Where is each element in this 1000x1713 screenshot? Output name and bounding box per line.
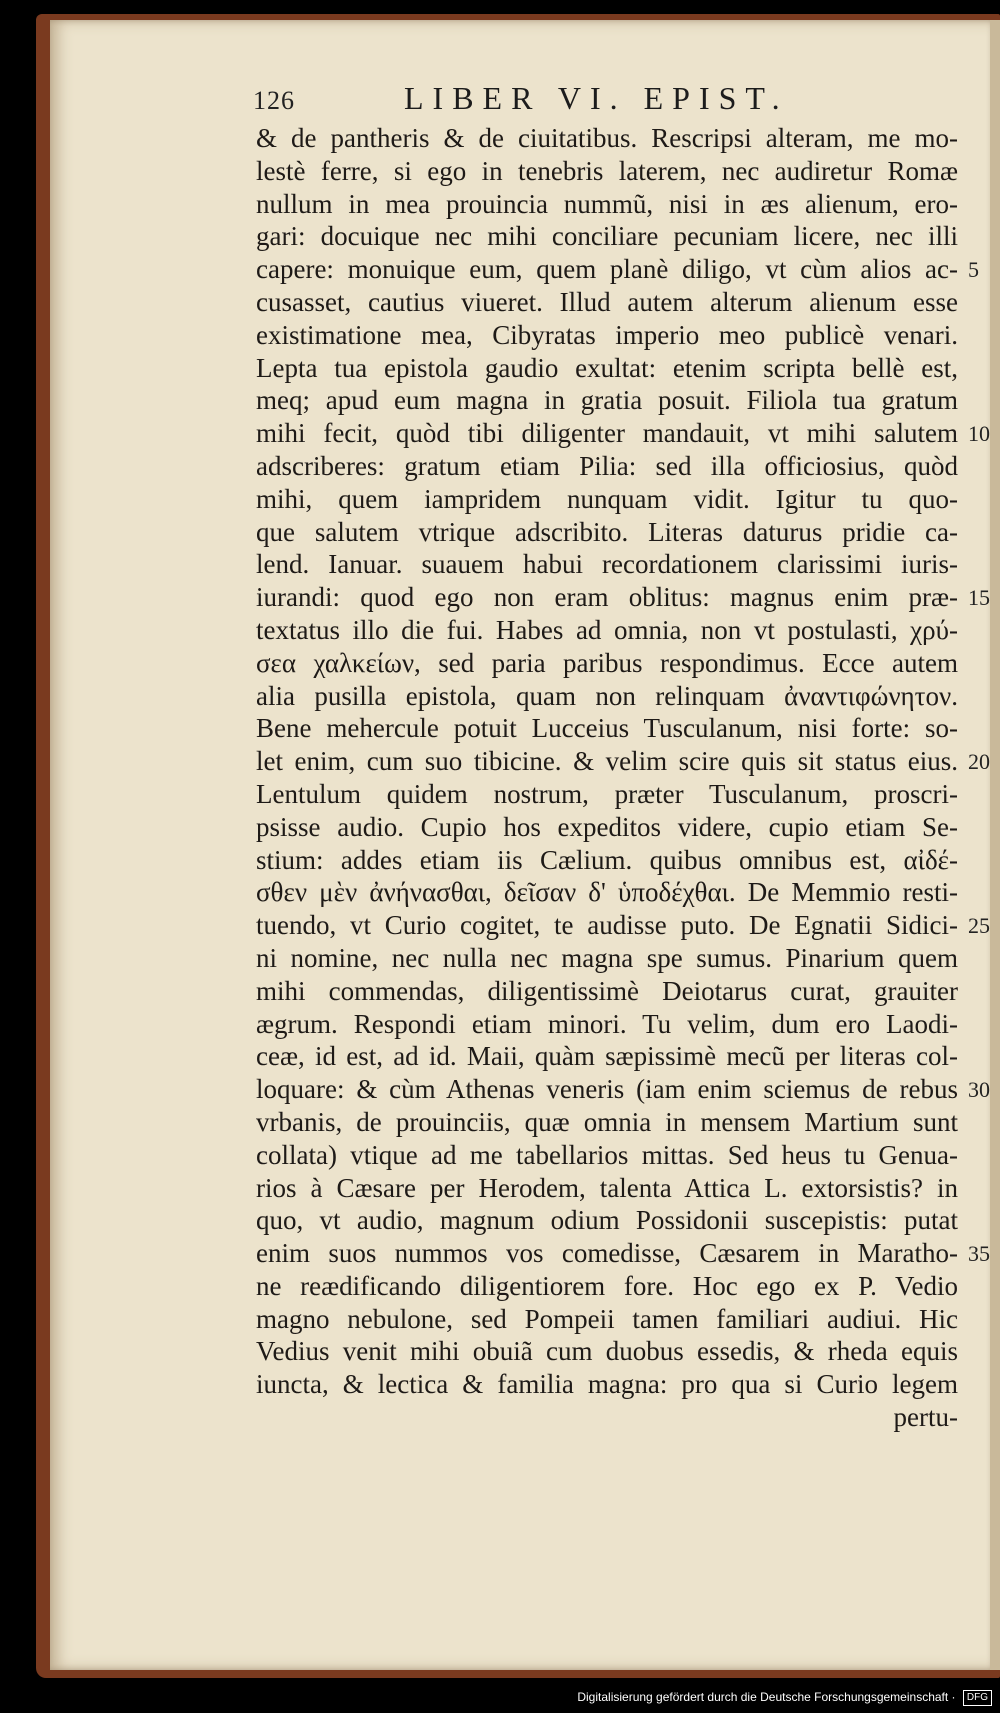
text-line: enim suos nummos vos comedisse, Cæsarem in Maratho- xyxy=(256,1238,958,1269)
text-line: ne reædificando diligentiorem fore. Hoc ego ex P. Vedio xyxy=(256,1270,958,1301)
text-line: σθεν μὲν ἀνήνασθαι, δεῖσαν δ' ὑποδέχθαι. De Memmio resti- xyxy=(256,877,958,908)
text-line: tuendo, vt Curio cogitet, te audisse puto. De Egnatii Sidici- xyxy=(256,910,958,941)
text-line: nullum in mea prouincia nummũ, nisi in æs alienum, ero- xyxy=(256,188,958,219)
text-line: existimatione mea, Cibyratas imperio meo publicè venari. xyxy=(256,319,958,350)
text-line: textatus illo die fui. Habes ad omnia, non vt postulasti, χρύ- xyxy=(256,614,958,645)
text-line: adscriberes: gratum etiam Pilia: sed illa officiosius, quòd xyxy=(256,450,958,481)
text-line: Bene mehercule potuit Lucceius Tusculanum, nisi forte: so- xyxy=(256,713,958,744)
text-line: ni nomine, nec nulla nec magna spe sumus. Pinarium quem xyxy=(256,942,958,973)
running-head-title: LIBER VI. EPIST. xyxy=(404,80,789,116)
margin-line-number: 35 xyxy=(968,1241,990,1267)
body-text xyxy=(256,122,958,1434)
text-line: Lepta tua epistola gaudio exultat: etenim scripta bellè est, xyxy=(256,352,958,383)
text-line: cusasset, cautius viueret. Illud autem alterum alienum esse xyxy=(256,286,958,317)
text-line: loquare: & cùm Athenas veneris (iam enim sciemus de rebus xyxy=(256,1074,958,1105)
text-line: magno nebulone, sed Pompeii tamen familiari audiui. Hic xyxy=(256,1303,958,1334)
text-line: lestè ferre, si ego in tenebris laterem, nec audiretur Romæ xyxy=(256,155,958,186)
text-line: stium: addes etiam iis Cælium. quibus omnibus est, αἰδέ- xyxy=(256,844,958,875)
text-line: psisse audio. Cupio hos expeditos videre, cupio etiam Se- xyxy=(256,811,958,842)
text-line: meq; apud eum magna in gratia posuit. Filiola tua gratum xyxy=(256,385,958,416)
page-number: 126 xyxy=(253,86,295,115)
text-line: pertu- xyxy=(893,1402,958,1433)
text-line: vrbanis, de prouinciis, quæ omnia in mensem Martium sunt xyxy=(256,1106,958,1137)
text-line: collata) vtique ad me tabellarios mittas. Sed heus tu Genua- xyxy=(256,1139,958,1170)
margin-line-number: 20 xyxy=(968,749,990,775)
margin-line-number: 30 xyxy=(968,1077,990,1103)
text-line: ceæ, id est, ad id. Maii, quàm sæpissimè mecũ per literas col- xyxy=(256,1041,958,1072)
text-line: iuncta, & lectica & familia magna: pro qua si Curio legem xyxy=(256,1369,958,1400)
text-line: mihi commendas, diligentissimè Deiotarus curat, grauiter xyxy=(256,975,958,1006)
text-line: capere: monuique eum, quem planè diligo, vt cùm alios ac- xyxy=(256,254,958,285)
text-line: ægrum. Respondi etiam minori. Tu velim, dum ero Laodi- xyxy=(256,1008,958,1039)
margin-line-number: 15 xyxy=(968,585,990,611)
text-line: mihi, quem iampridem nunquam vidit. Igitur tu quo- xyxy=(256,483,958,514)
text-line: Lentulum quidem nostrum, præter Tusculanum, proscri- xyxy=(256,778,958,809)
footer-text: Digitalisierung gefördert durch die Deutsche Forschungsgemeinschaft · xyxy=(577,1690,956,1704)
text-line: & de pantheris & de ciuitatibus. Rescripsi alteram, me mo- xyxy=(256,123,958,153)
text-line: mihi fecit, quòd tibi diligenter mandauit, vt mihi salutem xyxy=(256,418,958,449)
text-line: Vedius venit mihi obuiã cum duobus essedis, & rheda equis xyxy=(256,1336,958,1367)
text-line: rios à Cæsare per Herodem, talenta Attica L. extorsistis? in xyxy=(256,1172,958,1203)
margin-line-number: 25 xyxy=(968,913,990,939)
text-line: lend. Ianuar. suauem habui recordationem clarissimi iuris- xyxy=(256,549,958,580)
text-line: quo, vt audio, magnum odium Possidonii suscepistis: putat xyxy=(256,1205,958,1236)
text-line: gari: docuique nec mihi conciliare pecuniam licere, nec illi xyxy=(256,221,958,252)
text-line: alia pusilla epistola, quam non relinquam ἀναντιφώνητον. xyxy=(256,680,958,711)
margin-line-number: 10 xyxy=(968,421,990,447)
text-line: σεα χαλκείων, sed paria paribus respondimus. Ecce autem xyxy=(256,647,958,678)
margin-line-number: 5 xyxy=(968,257,979,283)
text-line: iurandi: quod ego non eram oblitus: magnus enim præ- xyxy=(256,582,958,613)
text-line: let enim, cum suo tibicine. & velim scire quis sit status eius. xyxy=(256,746,958,777)
dfg-logo-badge: DFG xyxy=(963,1690,992,1706)
footer-credit xyxy=(0,1686,992,1708)
text-line: que salutem vtrique adscribito. Literas daturus pridie ca- xyxy=(256,516,958,547)
